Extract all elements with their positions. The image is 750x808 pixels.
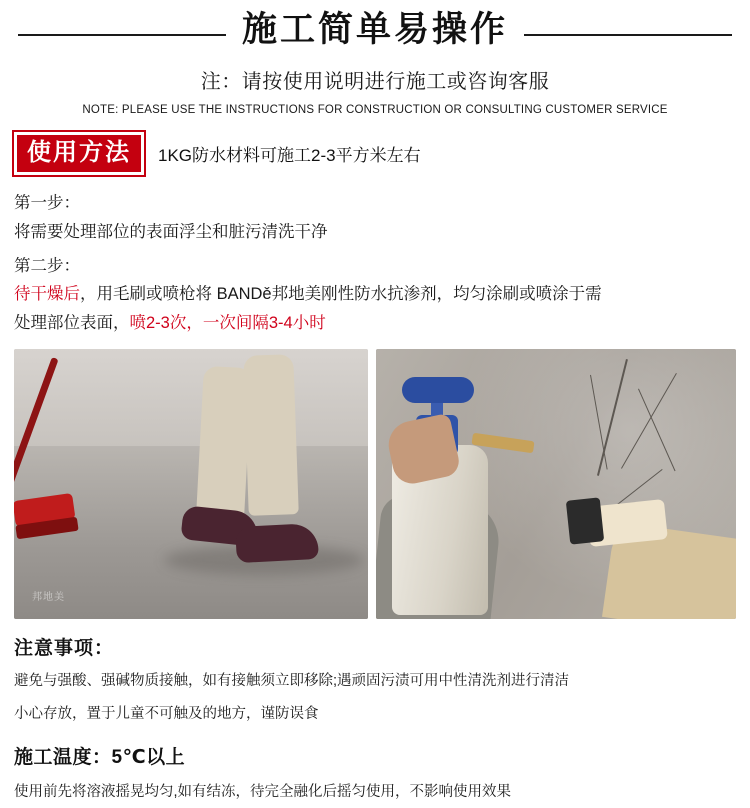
- page-header: [0, 0, 750, 116]
- sprayer-pump-handle: [402, 377, 474, 403]
- photo-wall-area: [14, 349, 368, 452]
- step-2-line-1: [14, 280, 736, 308]
- photo-watermark: 邦地美: [32, 592, 65, 604]
- temperature-title: 施工温度：5℃以上: [14, 746, 186, 768]
- step-2-highlight-spray: 喷2-3次，一次间隔3-4小时: [129, 313, 326, 332]
- temperature-note: 使用前先将溶液摇晃均匀,如有结冻，待完全融化后摇匀使用，不影响使用效果: [14, 783, 512, 800]
- usage-method-badge: 使用方法: [14, 132, 144, 175]
- notes-section: [14, 633, 736, 801]
- coverage-text: 1KG防水材料可施工2-3平方米左右: [158, 146, 421, 166]
- spray-brush-photo: [376, 349, 736, 619]
- title-mask: [226, 10, 524, 50]
- usage-method-row: [14, 132, 750, 175]
- photo-row: [14, 349, 736, 619]
- step-2-line-2: [14, 309, 736, 337]
- notes-line-2: 小心存放，置于儿童不可触及的地方，谨防误食: [14, 705, 319, 722]
- subtitle-english: NOTE: PLEASE USE THE INSTRUCTIONS FOR CONSTRUCTION OR CONSULTING CUSTOMER SERVICE: [82, 104, 668, 117]
- step-2-highlight-dry: 待干燥后: [14, 285, 80, 304]
- step-1-label: 第一步：: [14, 194, 80, 213]
- person-leg-right: [243, 354, 299, 516]
- notes-line-1: 避免与强酸、强碱物质接触，如有接触须立即移除;遇顽固污渍可用中性清洗剂进行清洁: [14, 673, 570, 690]
- person-shoe-right: [235, 523, 319, 563]
- step-2-plain-2: 处理部位表面，: [14, 313, 130, 332]
- title-wrap: [0, 10, 750, 56]
- notes-title: 注意事项：: [14, 638, 115, 660]
- step-1-text: 将需要处理部位的表面浮尘和脏污清洗干净: [14, 222, 328, 241]
- brush-bristles: [566, 497, 604, 544]
- step-2-plain-1: ，用毛刷或喷枪将 BANDě邦地美刚性防水抗渗剂，均匀涂刷或喷涂于需: [80, 285, 602, 304]
- step-2-label: 第二步：: [14, 257, 80, 275]
- floor-cleaning-photo: [14, 349, 368, 619]
- page-title: 施工简单易操作: [241, 10, 508, 49]
- subtitle-chinese: 注：请按使用说明进行施工或咨询客服: [200, 71, 550, 94]
- steps-section: [14, 189, 736, 337]
